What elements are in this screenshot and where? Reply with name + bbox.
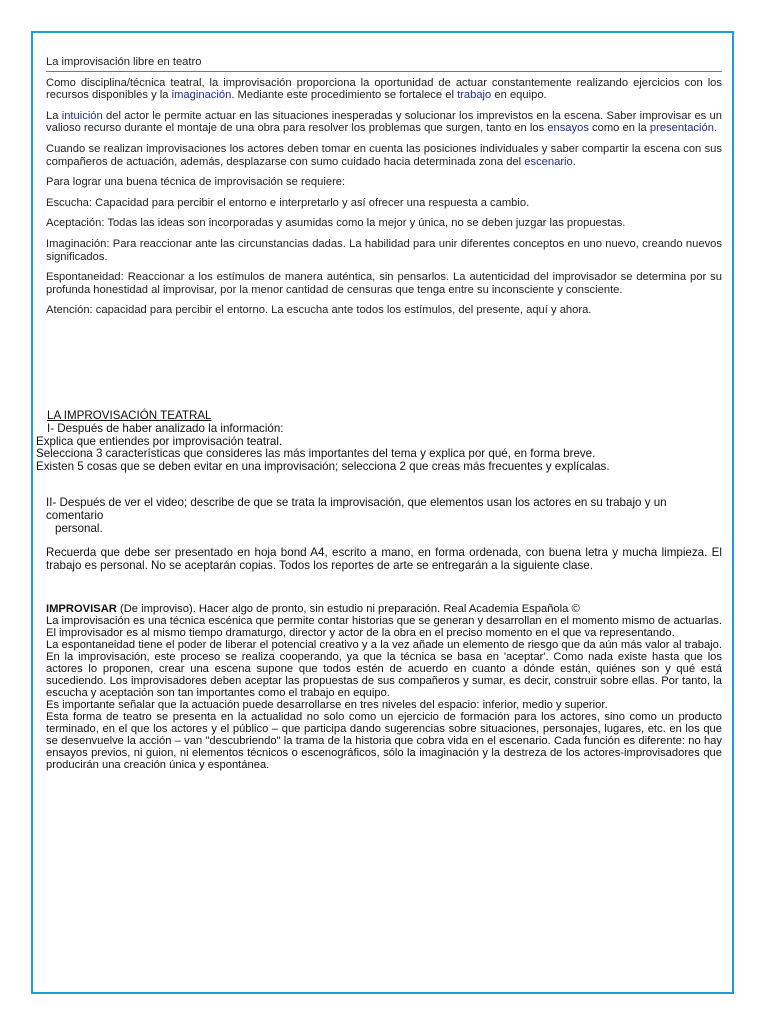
text: Como disciplina/técnica teatral, la improvisación proporciona la oportunidad de actuar constantemente realizando ejercicios con los recursos disponibles y la [46, 76, 722, 102]
paragraph-intuicion [46, 110, 722, 135]
activity-item: Selecciona 3 características que consideres las más importantes del tema y explica por qué, en forma breve. [36, 447, 596, 461]
definition-term: IMPROVISAR [46, 603, 117, 615]
paragraph-def-3: Es importante señalar que la actuación puede desarrollarse en tres niveles del espacio: inferior, medio y superior. [46, 699, 608, 711]
text: . Mediante este procedimiento se fortalece el [231, 89, 458, 102]
link-ensayos[interactable]: ensayos [547, 122, 589, 135]
text: en equipo. [491, 89, 547, 102]
text: . [713, 122, 718, 135]
paragraph-def-4: Esta forma de teatro se presenta en la actualidad no solo como un ejercicio de formación para los actores, sino como un producto terminado, en el que los actores y el público – que participa dando sugerencias sobre situaciones, personajes, lugares, etc. en los que se desenvuelve la acción – van "descubriendo" la trama de la historia que cobra vida en el escenario. Cada función es diferente: no hay ensayos previos, ni guion, ni elementos técnicos o escenográficos, sólo la imaginación y la destreza de los actores-improvisadores que producirán una creación única y espontánea. [46, 711, 722, 771]
paragraph-aceptacion: Aceptación: Todas las ideas son incorporadas y asumidas como la mejor y única, no se deben juzgar las propuestas. [46, 217, 626, 230]
text: La [46, 109, 62, 122]
section-heading: LA IMPROVISACIÓN TEATRAL [47, 409, 212, 422]
text: . [572, 155, 576, 168]
link-imaginacion[interactable]: imaginación [171, 89, 232, 102]
link-presentacion[interactable]: presentación [649, 122, 714, 135]
activity-item: I- Después de haber analizado la información: [47, 421, 284, 435]
question-video-continued: personal. [55, 521, 103, 535]
paragraph-reminder: Recuerda que debe ser presentado en hoja bond A4, escrito a mano, en forma ordenada, con buena letra y mucha limpieza. El trabajo es personal. No se aceptarán copias. Todos los reportes de arte se entregarán a la siguiente clase. [46, 546, 722, 573]
activity-item: Explica que entiendes por improvisación teatral. [36, 434, 283, 448]
link-escenario[interactable]: escenario [524, 155, 573, 168]
definition-text: (De improviso). Hacer algo de pronto, sin estudio ni preparación. Real Academia Española © [116, 603, 580, 615]
link-intuicion[interactable]: intuición [61, 109, 103, 122]
definition-section [46, 603, 722, 771]
definition-line [46, 603, 722, 615]
paragraph-posiciones [46, 143, 722, 168]
text: del actor le permite actuar en las situaciones inesperadas y solucionar los imprevistos en la escena. Saber improvisar es un valioso recurso durante el montaje de una obra para resolver los problemas que surgen, tanto en los [46, 109, 722, 135]
question-video: II- Después de ver el video; describe de que se trata la improvisación, que elementos usan los actores en su trabajo y un comentario [46, 496, 667, 522]
paragraph-intro [46, 77, 722, 102]
paragraph-requisitos: Para lograr una buena técnica de improvisación se requiere: [46, 176, 346, 189]
paragraph-def-2: La espontaneidad tiene el poder de liberar el potencial creativo y a la vez añade un elemento de riesgo que da aún más valor al trabajo. En la improvisación, este proceso se realiza cooperando, ya que la técnica se basa en 'aceptar'. Como nada existe hasta que los actores lo proponen, crear una escena supone que todos estén de acuerdo en cuanto a dónde están, quiénes son y qué está sucediendo. Los improvisadores deben aceptar las propuestas de sus compañeros y sumar, es decir, construir sobre ellas. Por tanto, la escucha y aceptación son tan importantes como el trabajo en equipo. [46, 639, 722, 699]
paragraph-imaginacion: Imaginación: Para reaccionar ante las circunstancias dadas. La habilidad para unir diferentes conceptos en uno nuevo, creando nuevos significados. [46, 237, 722, 263]
text: Cuando se realizan improvisaciones los actores deben tomar en cuenta las posiciones individuales y saber compartir la escena con sus compañeros de actuación, además, desplazarse con sumo cuidado hacia determinada zona del [46, 142, 722, 168]
video-section [46, 497, 722, 581]
paragraph-escucha: Escucha: Capacidad para percibir el entorno e interpretarlo y así ofrecer una respuesta a cambio. [46, 196, 530, 209]
paragraph-def-1: La improvisación es una técnica escénica que permite contar historias que se generan y desarrollan en el momento mismo de actuarlas. El improvisador es al mismo tiempo dramaturgo, director y actor de la obra en el preciso momento en el que va representando. [46, 615, 722, 639]
activity-item: Existen 5 cosas que se deben evitar en una improvisación; selecciona 2 que creas más frecuentes y explícalas. [36, 460, 610, 474]
document-body [46, 56, 722, 325]
activity-section [36, 410, 726, 474]
link-trabajo[interactable]: trabajo [457, 89, 492, 102]
paragraph-atencion: Atención: capacidad para percibir el entorno. La escucha ante todos los estímulos, del presente, aquí y ahora. [46, 304, 592, 317]
text: como en la [588, 122, 650, 135]
paragraph-espontaneidad: Espontaneidad: Reaccionar a los estímulos de manera auténtica, sin pensarlos. La autenticidad del improvisador se determina por su profunda honestidad al improvisar, por la menor cantidad de censuras que tenga entre su inconsciente y consciente. [46, 271, 722, 296]
document-title: La improvisación libre en teatro [46, 56, 722, 72]
